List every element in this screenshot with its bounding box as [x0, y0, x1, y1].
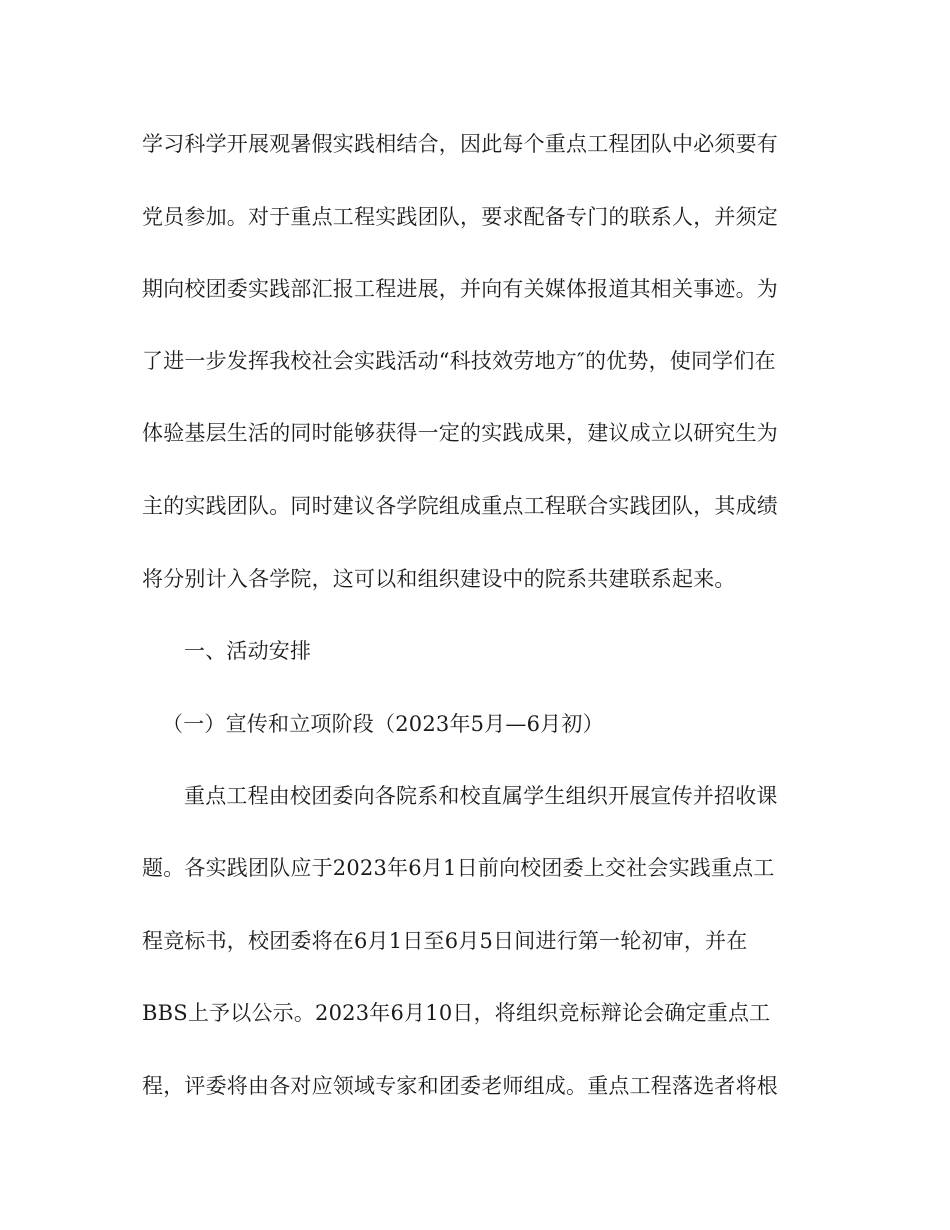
paragraph-line: 重点工程由校团委向各院系和校直属学生组织开展宣传并招收课: [184, 784, 778, 808]
paragraph-line: 将分别计入各学院，这可以和组织建设中的院系共建联系起来。: [142, 567, 736, 591]
paragraph-line: 程，评委将由各对应领域专家和团委老师组成。重点工程落选者将根: [142, 1074, 778, 1098]
section-heading: 一、活动安排: [184, 639, 312, 663]
paragraph-line: 程竞标书，校团委将在6月1日至6月5日间进行第一轮初审，并在: [142, 929, 748, 953]
paragraph-line: 主的实践团队。同时建议各学院组成重点工程联合实践团队，其成绩: [142, 494, 778, 518]
paragraph-line: 学习科学开展观暑假实践相结合，因此每个重点工程团队中必须要有: [142, 132, 778, 156]
paragraph-line: BBS上予以公示。2023年6月10日，将组织竞标辩论会确定重点工: [142, 1001, 771, 1025]
paragraph-line: 题。各实践团队应于2023年6月1日前向校团委上交社会实践重点工: [142, 856, 775, 880]
paragraph-line: 了进一步发挥我校社会实践活动“科技效劳地方″的优势，使同学们在: [142, 349, 776, 373]
subsection-heading: （一）宣传和立项阶段（2023年5月—6月初）: [162, 712, 604, 736]
paragraph-line: 期向校团委实践部汇报工程进展，并向有关媒体报道其相关事迹。为: [142, 277, 778, 301]
paragraph-line: 体验基层生活的同时能够获得一定的实践成果，建议成立以研究生为: [142, 421, 778, 445]
paragraph-line: 党员参加。对于重点工程实践团队，要求配备专门的联系人，并须定: [142, 205, 778, 229]
